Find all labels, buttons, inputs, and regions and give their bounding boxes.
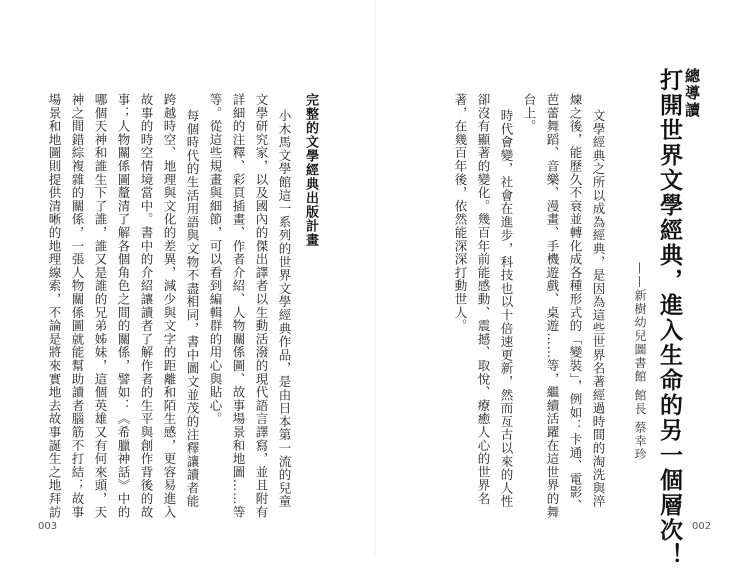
left-section-title: 完整的文學經典出版計畫	[303, 93, 318, 247]
left-paragraph-line: 哪個天神和誰生下了誰，誰又是誰的兄弟姊妹，這個英雄又有何來頭，天	[93, 93, 108, 519]
right-heading-small: 總導讀	[683, 68, 701, 119]
left-paragraph-line: 神之間錯綜複雜的關係，一張人物關係圖就能幫助讀者腦筋不打結；故事	[70, 93, 85, 519]
left-page-number: 003	[38, 521, 58, 532]
right-byline: ——新樹幼兒圖書館 館長 蔡幸珍	[633, 262, 647, 462]
right-paragraph-line: 著，在幾百年後，依然能深深打動世人。	[453, 93, 468, 333]
right-paragraph-line: 芭蕾舞蹈、音樂、漫畫、手機遊戲、桌遊……等，繼續活躍在這世界的舞	[545, 93, 560, 519]
right-page-number: 002	[692, 521, 712, 532]
left-paragraph-line: 小木馬文學館這一系列的世界文學經典作品，是由日本第一流的兒童	[277, 109, 292, 508]
left-paragraph-line: 每個時代的生活用語與文物不盡相同，書中圖文並茂的注釋讓讀者能	[185, 109, 200, 508]
left-paragraph-line: 詳細的注釋、彩頁插畫、作者介紹、人物關係圖、故事場景和地圖……等	[231, 93, 246, 519]
right-heading-main: 打開世界文學經典，進入生命的另一個層次！	[656, 68, 683, 568]
left-paragraph-line: 跨越時空、地理與文化的差異，減少與文字的距離和陌生感，更容易進入	[162, 93, 177, 519]
right-paragraph-line: 煉之後，能歷久不衰並轉化成各種形式的「變裝」，例如：卡通、電影、	[568, 93, 583, 513]
left-paragraph-line: 文學研究家，以及國內的傑出譯者以生動活潑的現代語言譯寫，並且附有	[254, 93, 269, 519]
right-paragraph-line: 時代會變，社會在進步，科技也以十倍速更新，然而亙古以來的人性	[499, 109, 514, 508]
left-paragraph-line: 場景和地圖則提供清晰的地理線索，不論是將來實地去故事誕生之地拜訪	[47, 93, 62, 519]
right-paragraph-line: 卻沒有顯著的變化。幾百年前能感動、震撼、取悅、療癒人心的世界名	[476, 93, 491, 506]
right-paragraph-line: 文學經典之所以成為經典，是因為這些世界名著經過時間的淘洗與淬	[591, 109, 606, 508]
left-paragraph-line: 事；人物關係圖釐清了解各個角色之間的關係，譬如：《希臘神話》中的	[116, 93, 131, 519]
page-gutter	[374, 0, 376, 557]
left-paragraph-line: 等。從這些規畫與細節，可以看到編輯群的用心與貼心。	[208, 93, 223, 426]
left-paragraph-line: 故事的時空情境當中。書中的介紹讓讀者了解作者的生平與創作背後的故	[139, 93, 154, 519]
right-paragraph-line: 台上。	[522, 93, 537, 133]
